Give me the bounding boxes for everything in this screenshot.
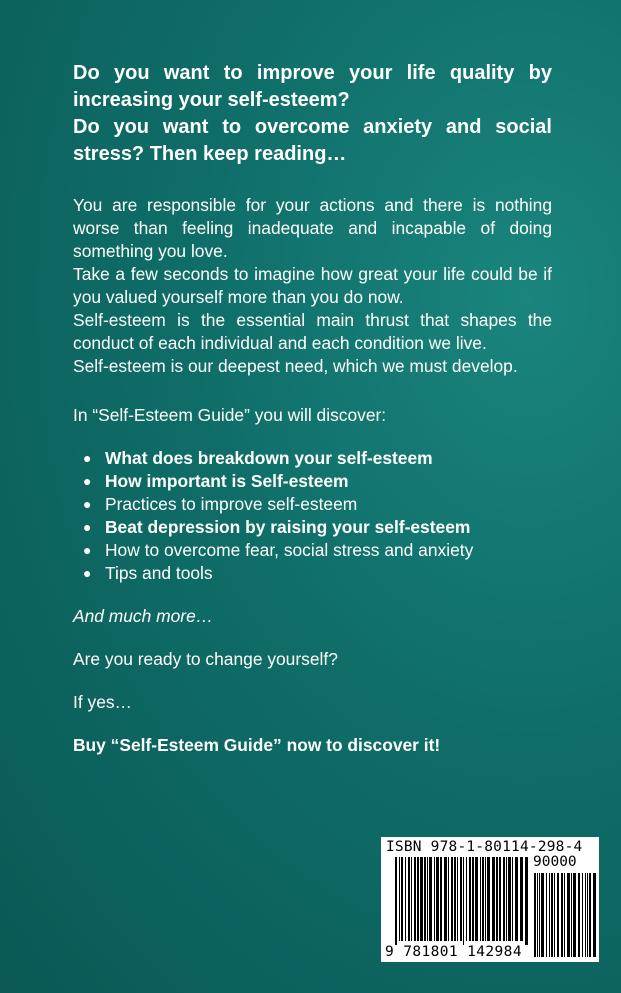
barcode-bar: [395, 857, 397, 945]
intro-sentence-1: You are responsible for your actions and there is nothing worse than feeling inadequate and incapable of doing something you love.: [73, 195, 552, 261]
intro-sentence-2: Take a few seconds to imagine how great your life could be if you valued yourself more than you do now.: [73, 264, 552, 307]
barcode-bar: [405, 857, 406, 941]
barcode-bar: [451, 857, 453, 941]
ean-digits: 9 781801 142984: [385, 944, 522, 960]
barcode-bar: [520, 857, 523, 941]
intro-paragraph: [73, 194, 552, 378]
discover-list: [73, 447, 552, 585]
barcode-bar: [460, 857, 462, 941]
addon-bar: [593, 873, 596, 957]
much-more-text: And much more…: [73, 606, 214, 626]
barcode-bar: [417, 857, 419, 941]
isbn-label: ISBN 978-1-80114-298-4: [386, 839, 583, 855]
barcode-bar: [429, 857, 432, 941]
barcode-bar: [487, 857, 490, 941]
barcode-bar: [454, 857, 456, 941]
barcode-bar: [515, 857, 518, 941]
headline: [73, 60, 552, 168]
question-text: Are you ready to change yourself?: [73, 649, 338, 669]
intro-sentence-4: Self-esteem is our deepest need, which we must develop.: [73, 356, 518, 376]
addon-bar: [551, 873, 553, 957]
barcode-bar: [399, 857, 400, 941]
barcode-bar: [506, 857, 507, 941]
list-item: ● How important is Self-esteem: [83, 470, 552, 493]
addon-bar: [567, 873, 570, 957]
barcode-bar: [436, 857, 439, 941]
barcode-bar: [485, 857, 486, 941]
barcode-bar: [480, 857, 481, 941]
barcode-bar: [434, 857, 435, 941]
list-item: ● Tips and tools: [83, 562, 552, 585]
barcode-bar: [444, 857, 447, 941]
barcode-bar: [401, 857, 403, 941]
barcode-bar: [414, 857, 416, 941]
addon-bar: [539, 873, 540, 957]
barcode-bar: [512, 857, 513, 941]
intro-sentence-3: Self-esteem is the essential main thrust that shapes the conduct of each individual and each condition we live.: [73, 310, 552, 353]
barcode-bar: [472, 857, 474, 941]
addon-bar: [582, 873, 583, 957]
barcode-bar: [482, 857, 484, 941]
barcode-bar: [420, 857, 423, 941]
barcode-bar: [475, 857, 478, 941]
addon-bar: [541, 873, 544, 957]
addon-bar: [534, 873, 536, 957]
list-item: ● What does breakdown your self-esteem: [83, 447, 552, 470]
barcode-bar: [466, 857, 467, 941]
addon-bar: [589, 873, 591, 957]
barcode-bar: [525, 857, 528, 945]
headline-line-1: Do you want to improve your life quality by increasing your self-esteem?: [73, 62, 552, 111]
addon-bar: [564, 873, 565, 957]
price-code: 90000: [533, 854, 577, 870]
barcode-bar: [469, 857, 471, 941]
barcode-bar: [496, 857, 498, 941]
addon-bar: [557, 873, 559, 957]
barcode-bar: [440, 857, 442, 941]
back-cover-text: [73, 60, 552, 774]
barcode-bar: [499, 857, 501, 941]
if-yes-text: If yes…: [73, 692, 132, 712]
list-item: ● How to overcome fear, social stress and anxiety: [83, 539, 552, 562]
addon-bar: [587, 873, 588, 957]
isbn-barcode: [381, 837, 599, 962]
addon-bar: [573, 873, 576, 957]
call-to-action: Buy “Self-Esteem Guide” now to discover it!: [73, 735, 441, 755]
addon-bar: [571, 873, 572, 957]
barcode-bar: [408, 857, 410, 941]
barcode-bar: [411, 857, 412, 941]
addon-bar: [561, 873, 563, 957]
barcode-bar: [503, 857, 505, 941]
barcode-bar: [424, 857, 426, 941]
headline-line-2: Do you want to overcome anxiety and social stress? Then keep reading…: [73, 116, 552, 165]
list-item: ● Practices to improve self-esteem: [83, 493, 552, 516]
addon-bar: [537, 873, 538, 957]
addon-bar: [585, 873, 586, 957]
barcode-bar: [448, 857, 449, 941]
discover-line: In “Self-Esteem Guide” you will discover:: [73, 405, 387, 425]
barcode-bar: [427, 857, 428, 941]
list-item: ● Beat depression by raising your self-esteem: [83, 516, 552, 539]
addon-bar: [554, 873, 555, 957]
addon-bar: [546, 873, 547, 957]
barcode-bar: [457, 857, 458, 941]
barcode-bar: [492, 857, 495, 941]
addon-bar: [578, 873, 580, 957]
barcode-bar: [508, 857, 511, 941]
barcode-bar: [463, 857, 464, 945]
addon-bar: [549, 873, 550, 957]
